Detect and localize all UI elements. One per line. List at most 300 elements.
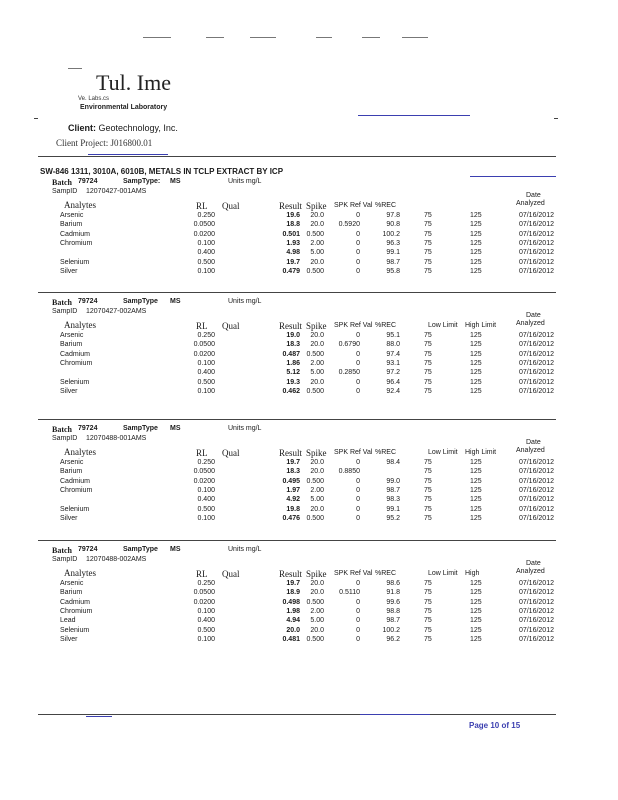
cell-analyte: Cadmium xyxy=(60,598,90,606)
cell-spike: 0.500 xyxy=(306,230,324,238)
sampid-label: SampID xyxy=(52,556,78,563)
cell-result: 5.12 xyxy=(286,369,300,377)
cell-low-limit: 75 xyxy=(424,589,432,597)
cell-rec: 100.2 xyxy=(382,230,400,238)
col-spike: Spike xyxy=(306,448,327,458)
cell-spk-ref: 0.8850 xyxy=(338,468,360,476)
cell-high-limit: 125 xyxy=(470,341,482,349)
cell-rl: 0.500 xyxy=(197,626,215,634)
cell-spike: 0.500 xyxy=(306,267,324,275)
cell-high-limit: 125 xyxy=(470,617,482,625)
samptype-label: SampType xyxy=(123,425,158,432)
sampid-value: 12070427-002AMS xyxy=(86,308,147,315)
cell-low-limit: 75 xyxy=(424,626,432,634)
cell-low-limit: 75 xyxy=(424,468,432,476)
cell-spk-ref: 0 xyxy=(356,378,360,386)
col-rl: RL xyxy=(196,321,208,331)
cell-spk-ref: 0 xyxy=(356,212,360,219)
cell-spk-ref: 0 xyxy=(356,249,360,257)
cell-rec: 98.7 xyxy=(386,258,400,266)
col-result: Result xyxy=(279,201,303,211)
cell-low-limit: 75 xyxy=(424,230,432,238)
cell-high-limit: 125 xyxy=(470,258,482,266)
col-result: Result xyxy=(279,569,303,579)
cell-high-limit: 125 xyxy=(470,249,482,257)
cell-rl: 0.100 xyxy=(197,359,215,367)
col-low-limit: Low Limit xyxy=(428,570,458,577)
samptype-label: SampType xyxy=(123,546,158,553)
cell-rl: 0.0200 xyxy=(193,477,215,485)
cell-low-limit: 75 xyxy=(424,387,432,395)
cell-high-limit: 125 xyxy=(470,239,482,247)
cell-spike: 20.0 xyxy=(310,459,324,466)
cell-high-limit: 125 xyxy=(470,626,482,634)
cell-analyte: Silver xyxy=(60,387,78,395)
cell-date: 07/16/2012 xyxy=(518,359,554,367)
cell-high-limit: 125 xyxy=(470,477,482,485)
cell-date: 07/16/2012 xyxy=(518,387,554,395)
units-label: Units mg/L xyxy=(228,298,262,305)
cell-rl: 0.250 xyxy=(197,332,215,339)
samptype-value: MS xyxy=(170,425,181,432)
logo-mark: Tul. Ime xyxy=(96,70,171,95)
cell-high-limit: 125 xyxy=(470,212,482,219)
cell-date: 07/16/2012 xyxy=(518,369,554,377)
cell-rec: 95.2 xyxy=(386,514,400,522)
cell-analyte: Lead xyxy=(60,617,76,625)
col-analytes: Analytes xyxy=(64,568,96,578)
cell-result: 1.93 xyxy=(286,239,300,247)
cell-date: 07/16/2012 xyxy=(518,459,554,466)
cell-rec: 90.8 xyxy=(386,221,400,229)
cell-analyte: Barium xyxy=(60,341,83,349)
cell-low-limit: 75 xyxy=(424,477,432,485)
cell-high-limit: 125 xyxy=(470,598,482,606)
col-qual: Qual xyxy=(222,569,240,579)
cell-result: 1.97 xyxy=(286,486,300,494)
project-label: Client Project: xyxy=(56,138,109,148)
cell-low-limit: 75 xyxy=(424,212,432,219)
cell-analyte: Cadmium xyxy=(60,230,90,238)
cell-high-limit: 125 xyxy=(470,635,482,643)
cell-spk-ref: 0.6790 xyxy=(338,341,360,349)
cell-rl: 0.0500 xyxy=(193,221,215,229)
cell-rl: 0.500 xyxy=(197,378,215,386)
cell-result: 19.7 xyxy=(286,580,300,587)
col-high-limit: High xyxy=(465,570,480,577)
col-high-limit: High Limit xyxy=(465,322,497,329)
cell-result: 19.6 xyxy=(286,212,300,219)
cell-date: 07/16/2012 xyxy=(518,607,554,615)
cell-result: 20.0 xyxy=(286,626,300,634)
col-result: Result xyxy=(279,321,303,331)
samptype-label: SampType: xyxy=(123,178,161,185)
cell-result: 19.3 xyxy=(286,378,300,386)
cell-result: 0.479 xyxy=(282,267,300,275)
cell-analyte: Barium xyxy=(60,468,83,476)
cell-rl: 0.500 xyxy=(197,258,215,266)
cell-analyte: Silver xyxy=(60,635,78,643)
cell-rl: 0.100 xyxy=(197,635,215,643)
col-date: Date xyxy=(526,312,541,319)
cell-high-limit: 125 xyxy=(470,514,482,522)
cell-analyte: Barium xyxy=(60,221,83,229)
cell-spk-ref: 0 xyxy=(356,230,360,238)
cell-result: 0.498 xyxy=(282,598,300,606)
cell-result: 0.495 xyxy=(282,477,300,485)
cell-spike: 5.00 xyxy=(310,249,324,257)
cell-spike: 20.0 xyxy=(310,468,324,476)
client-line xyxy=(68,123,178,133)
cell-low-limit: 75 xyxy=(424,350,432,358)
cell-spike: 2.00 xyxy=(310,486,324,494)
cell-spk-ref: 0 xyxy=(356,459,360,466)
cell-spike: 20.0 xyxy=(310,332,324,339)
cell-rec: 91.8 xyxy=(386,589,400,597)
cell-low-limit: 75 xyxy=(424,221,432,229)
cell-spk-ref: 0.2850 xyxy=(338,369,360,377)
cell-spike: 2.00 xyxy=(310,607,324,615)
cell-analyte: Arsenic xyxy=(60,580,84,587)
cell-rec: 97.2 xyxy=(386,369,400,377)
cell-high-limit: 125 xyxy=(470,230,482,238)
col-low-limit: Low Limit xyxy=(428,322,458,329)
batch-divider xyxy=(38,419,556,420)
cell-rl: 0.100 xyxy=(197,607,215,615)
cell-rec: 95.1 xyxy=(386,332,400,339)
col-spk-ref: SPK Ref Val xyxy=(334,202,373,209)
col-spike: Spike xyxy=(306,569,327,579)
cell-analyte: Cadmium xyxy=(60,477,90,485)
cell-spike: 20.0 xyxy=(310,212,324,219)
cell-spike: 0.500 xyxy=(306,514,324,522)
cell-date: 07/16/2012 xyxy=(518,249,554,257)
sampid-value: 12070488-001AMS xyxy=(86,435,147,442)
cell-spike: 0.500 xyxy=(306,635,324,643)
cell-spike: 20.0 xyxy=(310,341,324,349)
cell-date: 07/16/2012 xyxy=(518,635,554,643)
cell-rl: 0.100 xyxy=(197,387,215,395)
col-qual: Qual xyxy=(222,321,240,331)
cell-rl: 0.400 xyxy=(197,496,215,504)
cell-date: 07/16/2012 xyxy=(518,230,554,238)
cell-spk-ref: 0 xyxy=(356,486,360,494)
cell-rl: 0.250 xyxy=(197,459,215,466)
cell-low-limit: 75 xyxy=(424,341,432,349)
cell-high-limit: 125 xyxy=(470,505,482,513)
cell-date: 07/16/2012 xyxy=(518,212,554,219)
cell-low-limit: 75 xyxy=(424,249,432,257)
cell-low-limit: 75 xyxy=(424,459,432,466)
page-number: Page 10 of 15 xyxy=(469,721,521,730)
cell-date: 07/16/2012 xyxy=(518,486,554,494)
cell-result: 4.92 xyxy=(286,496,300,504)
batch-id: 79724 xyxy=(78,298,98,305)
cell-low-limit: 75 xyxy=(424,267,432,275)
cell-high-limit: 125 xyxy=(470,267,482,275)
cell-rl: 0.0500 xyxy=(193,589,215,597)
batch-label: Batch xyxy=(52,546,72,555)
col-analytes: Analytes xyxy=(64,320,96,330)
cell-spike: 20.0 xyxy=(310,580,324,587)
cell-result: 18.9 xyxy=(286,589,300,597)
cell-high-limit: 125 xyxy=(470,350,482,358)
cell-low-limit: 75 xyxy=(424,378,432,386)
cell-analyte: Arsenic xyxy=(60,459,84,466)
cell-spk-ref: 0.5110 xyxy=(339,589,360,597)
cell-rl: 0.250 xyxy=(197,212,215,219)
cell-high-limit: 125 xyxy=(470,387,482,395)
cell-rl: 0.500 xyxy=(197,505,215,513)
cell-analyte: Selenium xyxy=(60,258,90,266)
cell-result: 4.94 xyxy=(286,617,300,625)
cell-spk-ref: 0 xyxy=(356,626,360,634)
project-line xyxy=(56,138,152,148)
cell-rec: 98.6 xyxy=(386,580,400,587)
cell-spike: 2.00 xyxy=(310,239,324,247)
sampid-value: 12070488-002AMS xyxy=(86,556,147,563)
batch-label: Batch xyxy=(52,298,72,307)
col-result: Result xyxy=(279,448,303,458)
cell-result: 0.481 xyxy=(282,635,300,643)
cell-date: 07/16/2012 xyxy=(518,468,554,476)
cell-spk-ref: 0 xyxy=(356,359,360,367)
col-spk-ref: SPK Ref Val xyxy=(334,570,373,577)
cell-result: 19.7 xyxy=(286,459,300,466)
cell-low-limit: 75 xyxy=(424,635,432,643)
logo-line2: Environmental Laboratory xyxy=(80,104,168,111)
col-rl: RL xyxy=(196,201,208,211)
cell-high-limit: 125 xyxy=(470,359,482,367)
sampid-label: SampID xyxy=(52,188,78,195)
cell-rl: 0.400 xyxy=(197,369,215,377)
cell-rec: 97.8 xyxy=(386,212,400,219)
cell-low-limit: 75 xyxy=(424,496,432,504)
cell-spk-ref: 0 xyxy=(356,239,360,247)
cell-result: 19.0 xyxy=(286,332,300,339)
cell-date: 07/16/2012 xyxy=(518,626,554,634)
cell-analyte: Silver xyxy=(60,514,78,522)
cell-spk-ref: 0 xyxy=(356,617,360,625)
col-qual: Qual xyxy=(222,201,240,211)
cell-result: 18.3 xyxy=(286,468,300,476)
units-label: Units mg/L xyxy=(228,178,262,185)
cell-date: 07/16/2012 xyxy=(518,332,554,339)
col-analyzed: Analyzed xyxy=(516,320,545,327)
cell-rec: 98.7 xyxy=(386,617,400,625)
cell-date: 07/16/2012 xyxy=(518,267,554,275)
cell-rec: 99.1 xyxy=(386,505,400,513)
cell-low-limit: 75 xyxy=(424,332,432,339)
cell-result: 0.487 xyxy=(282,350,300,358)
samptype-value: MS xyxy=(170,298,181,305)
col-spk-ref: SPK Ref Val xyxy=(334,322,373,329)
cell-rec: 98.7 xyxy=(386,486,400,494)
cell-analyte: Chromium xyxy=(60,607,93,615)
cell-rec: 98.3 xyxy=(386,496,400,504)
cell-result: 0.476 xyxy=(282,514,300,522)
cell-low-limit: 75 xyxy=(424,580,432,587)
col-date: Date xyxy=(526,560,541,567)
cell-spk-ref: 0 xyxy=(356,387,360,395)
cell-rec: 97.4 xyxy=(386,350,400,358)
batch-id: 79724 xyxy=(78,425,98,432)
col-rec: %REC xyxy=(375,322,397,329)
col-rl: RL xyxy=(196,448,208,458)
cell-date: 07/16/2012 xyxy=(518,598,554,606)
col-rec: %REC xyxy=(375,202,397,209)
cell-rl: 0.100 xyxy=(197,486,215,494)
cell-spk-ref: 0 xyxy=(356,514,360,522)
cell-spk-ref: 0 xyxy=(356,477,360,485)
cell-analyte: Chromium xyxy=(60,486,93,494)
cell-spk-ref: 0 xyxy=(356,607,360,615)
cell-date: 07/16/2012 xyxy=(518,477,554,485)
cell-rl: 0.0500 xyxy=(193,468,215,476)
cell-rec: 88.0 xyxy=(386,341,400,349)
cell-rec: 98.8 xyxy=(386,607,400,615)
cell-rl: 0.0200 xyxy=(193,350,215,358)
cell-result: 19.8 xyxy=(286,505,300,513)
batch-divider xyxy=(38,292,556,293)
method-title: SW-846 1311, 3010A, 6010B, METALS IN TCLP EXTRACT BY ICP xyxy=(40,167,284,176)
units-label: Units mg/L xyxy=(228,546,262,553)
cell-spk-ref: 0 xyxy=(356,350,360,358)
cell-analyte: Arsenic xyxy=(60,332,84,339)
cell-rl: 0.0200 xyxy=(193,230,215,238)
cell-rec: 98.4 xyxy=(386,459,400,466)
cell-analyte: Silver xyxy=(60,267,78,275)
col-high-limit: High Limit xyxy=(465,449,497,456)
cell-analyte: Selenium xyxy=(60,505,90,513)
cell-spk-ref: 0 xyxy=(356,580,360,587)
cell-high-limit: 125 xyxy=(470,369,482,377)
cell-rl: 0.100 xyxy=(197,267,215,275)
cell-result: 0.462 xyxy=(282,387,300,395)
cell-rec: 95.8 xyxy=(386,267,400,275)
samptype-value: MS xyxy=(170,178,181,185)
cell-high-limit: 125 xyxy=(470,607,482,615)
col-analytes: Analytes xyxy=(64,200,96,210)
cell-result: 18.3 xyxy=(286,341,300,349)
cell-low-limit: 75 xyxy=(424,258,432,266)
cell-result: 1.86 xyxy=(286,359,300,367)
cell-low-limit: 75 xyxy=(424,514,432,522)
cell-date: 07/16/2012 xyxy=(518,221,554,229)
cell-high-limit: 125 xyxy=(470,378,482,386)
cell-spk-ref: 0 xyxy=(356,258,360,266)
units-label: Units mg/L xyxy=(228,425,262,432)
cell-spike: 20.0 xyxy=(310,505,324,513)
cell-rec: 96.2 xyxy=(386,635,400,643)
cell-high-limit: 125 xyxy=(470,496,482,504)
sampid-value: 12070427-001AMS xyxy=(86,188,147,195)
batch-id: 79724 xyxy=(78,178,98,185)
col-qual: Qual xyxy=(222,448,240,458)
batch-label: Batch xyxy=(52,178,72,187)
cell-result: 19.7 xyxy=(286,258,300,266)
col-analyzed: Analyzed xyxy=(516,447,545,454)
cell-analyte: Selenium xyxy=(60,378,90,386)
col-date: Date xyxy=(526,439,541,446)
col-spike: Spike xyxy=(306,201,327,211)
cell-low-limit: 75 xyxy=(424,239,432,247)
cell-analyte: Chromium xyxy=(60,239,93,247)
cell-rl: 0.400 xyxy=(197,249,215,257)
cell-rec: 93.1 xyxy=(386,359,400,367)
col-analyzed: Analyzed xyxy=(516,568,545,575)
cell-high-limit: 125 xyxy=(470,332,482,339)
cell-date: 07/16/2012 xyxy=(518,239,554,247)
cell-analyte: Arsenic xyxy=(60,212,84,219)
col-spike: Spike xyxy=(306,321,327,331)
cell-result: 0.501 xyxy=(282,230,300,238)
col-spk-ref: SPK Ref Val xyxy=(334,449,373,456)
col-date: Date xyxy=(526,192,541,199)
cell-rl: 0.0500 xyxy=(193,341,215,349)
project-value: J016800.01 xyxy=(110,138,153,148)
cell-date: 07/16/2012 xyxy=(518,496,554,504)
cell-high-limit: 125 xyxy=(470,580,482,587)
cell-rl: 0.100 xyxy=(197,239,215,247)
cell-spike: 5.00 xyxy=(310,617,324,625)
cell-high-limit: 125 xyxy=(470,486,482,494)
cell-rl: 0.0200 xyxy=(193,598,215,606)
cell-spk-ref: 0 xyxy=(356,598,360,606)
cell-high-limit: 125 xyxy=(470,221,482,229)
cell-date: 07/16/2012 xyxy=(518,617,554,625)
cell-rec: 92.4 xyxy=(386,387,400,395)
samptype-value: MS xyxy=(170,546,181,553)
col-rl: RL xyxy=(196,569,208,579)
cell-date: 07/16/2012 xyxy=(518,258,554,266)
cell-rec: 100.2 xyxy=(382,626,400,634)
cell-date: 07/16/2012 xyxy=(518,350,554,358)
sampid-label: SampID xyxy=(52,308,78,315)
cell-analyte: Cadmium xyxy=(60,350,90,358)
samptype-label: SampType xyxy=(123,298,158,305)
cell-spk-ref: 0 xyxy=(356,635,360,643)
cell-result: 1.98 xyxy=(286,607,300,615)
cell-spike: 5.00 xyxy=(310,369,324,377)
cell-low-limit: 75 xyxy=(424,505,432,513)
cell-low-limit: 75 xyxy=(424,617,432,625)
cell-date: 07/16/2012 xyxy=(518,589,554,597)
client-value: Geotechnology, Inc. xyxy=(98,123,178,133)
cell-low-limit: 75 xyxy=(424,607,432,615)
batch-label: Batch xyxy=(52,425,72,434)
cell-spike: 20.0 xyxy=(310,589,324,597)
cell-low-limit: 75 xyxy=(424,598,432,606)
cell-analyte: Selenium xyxy=(60,626,90,634)
cell-date: 07/16/2012 xyxy=(518,341,554,349)
cell-result: 4.98 xyxy=(286,249,300,257)
cell-low-limit: 75 xyxy=(424,359,432,367)
cell-spike: 0.500 xyxy=(306,387,324,395)
cell-spk-ref: 0 xyxy=(356,496,360,504)
col-rec: %REC xyxy=(375,570,397,577)
cell-rec: 99.0 xyxy=(386,477,400,485)
cell-spike: 20.0 xyxy=(310,221,324,229)
col-analytes: Analytes xyxy=(64,447,96,457)
cell-rec: 96.4 xyxy=(386,378,400,386)
cell-low-limit: 75 xyxy=(424,486,432,494)
sampid-label: SampID xyxy=(52,435,78,442)
cell-date: 07/16/2012 xyxy=(518,514,554,522)
cell-rec: 99.1 xyxy=(386,249,400,257)
logo-line1: Ve. Labs.cs xyxy=(78,96,110,102)
cell-spk-ref: 0 xyxy=(356,332,360,339)
